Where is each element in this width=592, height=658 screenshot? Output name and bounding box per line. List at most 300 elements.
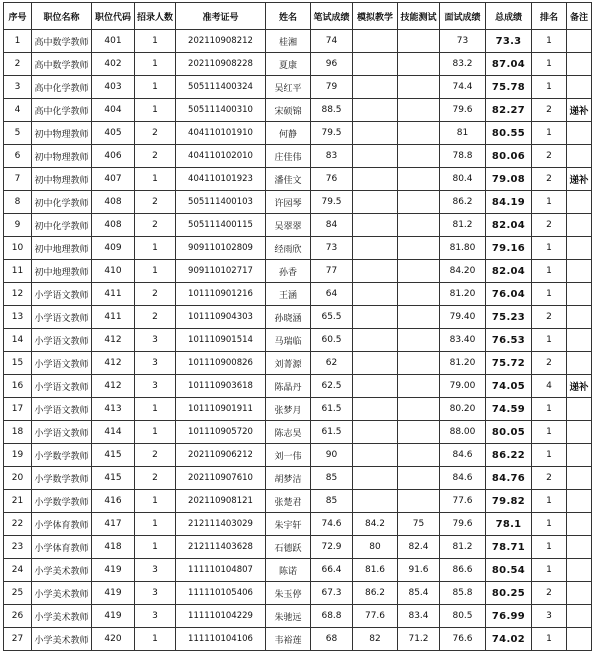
col-mock-teaching-cell (353, 237, 398, 260)
col-rank-cell: 1 (532, 536, 567, 559)
col-name-cell: 庄佳伟 (266, 145, 311, 168)
col-mock-teaching-cell (353, 122, 398, 145)
col-exam-number-cell: 909110102809 (176, 237, 266, 260)
col-written-score-cell: 62 (311, 352, 353, 375)
table-row (4, 214, 592, 237)
col-position-name-cell: 初中地理教师 (32, 260, 92, 283)
col-quota-cell: 3 (135, 352, 176, 375)
col-total-score-cell: 80.55 (486, 122, 532, 145)
table-row (4, 145, 592, 168)
col-exam-number-cell: 111110104807 (176, 559, 266, 582)
col-exam-number-cell: 101110901911 (176, 398, 266, 421)
col-index-cell: 22 (4, 513, 32, 536)
table-row (4, 99, 592, 122)
col-position-name-cell: 小学美术教师 (32, 628, 92, 651)
col-written-score-cell: 73 (311, 237, 353, 260)
col-skill-test-cell (398, 467, 440, 490)
col-position-name-cell: 小学语文教师 (32, 352, 92, 375)
col-position-name-cell: 小学语文教师 (32, 329, 92, 352)
col-position-code-cell: 405 (92, 122, 135, 145)
col-mock-teaching-cell: 82 (353, 628, 398, 651)
col-rank-cell: 1 (532, 628, 567, 651)
col-position-code-cell: 412 (92, 352, 135, 375)
col-exam-number-cell: 202110907610 (176, 467, 266, 490)
table-row (4, 398, 592, 421)
results-table (3, 2, 592, 651)
col-exam-number-cell: 101110901514 (176, 329, 266, 352)
col-remark-cell (567, 76, 592, 99)
col-rank-cell: 1 (532, 329, 567, 352)
col-total-score-cell: 84.19 (486, 191, 532, 214)
table-row (4, 122, 592, 145)
col-exam-number-cell: 202110908228 (176, 53, 266, 76)
col-remark-cell (567, 559, 592, 582)
col-exam-number-cell: 101110904303 (176, 306, 266, 329)
col-mock-teaching-cell (353, 329, 398, 352)
col-skill-test-cell: 75 (398, 513, 440, 536)
col-name-cell: 韦裕莲 (266, 628, 311, 651)
col-total-score-cell: 74.02 (486, 628, 532, 651)
col-written-score-cell: 61.5 (311, 421, 353, 444)
table-row (4, 76, 592, 99)
col-mock-teaching-cell (353, 421, 398, 444)
col-position-name-cell: 小学体育教师 (32, 513, 92, 536)
header-col-remark: 备注 (567, 3, 592, 30)
col-index-cell: 2 (4, 53, 32, 76)
col-index-cell: 15 (4, 352, 32, 375)
col-rank-cell: 1 (532, 421, 567, 444)
col-remark-cell (567, 582, 592, 605)
col-rank-cell: 1 (532, 283, 567, 306)
col-interview-score-cell: 79.00 (440, 375, 486, 398)
col-rank-cell: 2 (532, 214, 567, 237)
col-mock-teaching-cell: 86.2 (353, 582, 398, 605)
col-mock-teaching-cell (353, 352, 398, 375)
col-skill-test-cell (398, 306, 440, 329)
table-row (4, 306, 592, 329)
col-position-name-cell: 小学数学教师 (32, 444, 92, 467)
col-rank-cell: 2 (532, 168, 567, 191)
col-index-cell: 10 (4, 237, 32, 260)
col-quota-cell: 1 (135, 490, 176, 513)
col-interview-score-cell: 81 (440, 122, 486, 145)
col-remark-cell (567, 329, 592, 352)
col-total-score-cell: 75.72 (486, 352, 532, 375)
col-quota-cell: 2 (135, 444, 176, 467)
table-row (4, 237, 592, 260)
col-rank-cell: 1 (532, 237, 567, 260)
col-exam-number-cell: 404110102010 (176, 145, 266, 168)
col-index-cell: 27 (4, 628, 32, 651)
col-interview-score-cell: 77.6 (440, 490, 486, 513)
col-written-score-cell: 79.5 (311, 122, 353, 145)
col-mock-teaching-cell (353, 168, 398, 191)
col-position-code-cell: 404 (92, 99, 135, 122)
col-index-cell: 16 (4, 375, 32, 398)
col-position-code-cell: 412 (92, 329, 135, 352)
header-row (4, 3, 592, 30)
col-position-name-cell: 小学数学教师 (32, 490, 92, 513)
col-remark-cell (567, 283, 592, 306)
col-index-cell: 7 (4, 168, 32, 191)
col-position-code-cell: 417 (92, 513, 135, 536)
col-remark-cell (567, 191, 592, 214)
col-position-name-cell: 小学数学教师 (32, 467, 92, 490)
table-row (4, 329, 592, 352)
col-skill-test-cell (398, 53, 440, 76)
col-remark-cell (567, 237, 592, 260)
col-position-name-cell: 初中地理教师 (32, 237, 92, 260)
col-rank-cell: 1 (532, 559, 567, 582)
col-skill-test-cell (398, 490, 440, 513)
col-skill-test-cell (398, 168, 440, 191)
col-written-score-cell: 83 (311, 145, 353, 168)
col-written-score-cell: 67.3 (311, 582, 353, 605)
col-total-score-cell: 80.54 (486, 559, 532, 582)
col-written-score-cell: 72.9 (311, 536, 353, 559)
col-name-cell: 宋硕锦 (266, 99, 311, 122)
col-mock-teaching-cell (353, 76, 398, 99)
col-position-code-cell: 418 (92, 536, 135, 559)
col-written-score-cell: 79 (311, 76, 353, 99)
col-position-code-cell: 406 (92, 145, 135, 168)
col-skill-test-cell (398, 398, 440, 421)
col-exam-number-cell: 212111403628 (176, 536, 266, 559)
col-mock-teaching-cell (353, 145, 398, 168)
col-name-cell: 经雨欣 (266, 237, 311, 260)
col-total-score-cell: 76.04 (486, 283, 532, 306)
col-position-name-cell: 初中化学教师 (32, 214, 92, 237)
col-interview-score-cell: 74.4 (440, 76, 486, 99)
col-remark-cell (567, 30, 592, 53)
col-total-score-cell: 74.05 (486, 375, 532, 398)
col-mock-teaching-cell (353, 260, 398, 283)
col-exam-number-cell: 505111400310 (176, 99, 266, 122)
col-index-cell: 20 (4, 467, 32, 490)
col-quota-cell: 2 (135, 122, 176, 145)
col-name-cell: 刘一伟 (266, 444, 311, 467)
col-exam-number-cell: 404110101923 (176, 168, 266, 191)
col-quota-cell: 1 (135, 168, 176, 191)
col-written-score-cell: 88.5 (311, 99, 353, 122)
col-position-code-cell: 415 (92, 467, 135, 490)
col-rank-cell: 2 (532, 582, 567, 605)
col-total-score-cell: 78.71 (486, 536, 532, 559)
col-interview-score-cell: 81.20 (440, 352, 486, 375)
col-quota-cell: 1 (135, 628, 176, 651)
col-position-name-cell: 高中数学教师 (32, 53, 92, 76)
col-quota-cell: 3 (135, 375, 176, 398)
col-index-cell: 8 (4, 191, 32, 214)
col-position-name-cell: 小学语文教师 (32, 283, 92, 306)
col-remark-cell (567, 467, 592, 490)
col-quota-cell: 2 (135, 306, 176, 329)
col-quota-cell: 2 (135, 191, 176, 214)
col-remark-cell (567, 490, 592, 513)
col-skill-test-cell (398, 260, 440, 283)
col-written-score-cell: 60.5 (311, 329, 353, 352)
col-position-name-cell: 小学语文教师 (32, 421, 92, 444)
col-interview-score-cell: 79.6 (440, 99, 486, 122)
col-remark-cell (567, 513, 592, 536)
col-position-code-cell: 410 (92, 260, 135, 283)
header-col-index: 序号 (4, 3, 32, 30)
table-row (4, 605, 592, 628)
col-rank-cell: 1 (532, 30, 567, 53)
col-interview-score-cell: 80.5 (440, 605, 486, 628)
col-rank-cell: 2 (532, 99, 567, 122)
col-remark-cell (567, 444, 592, 467)
col-index-cell: 11 (4, 260, 32, 283)
col-index-cell: 4 (4, 99, 32, 122)
col-name-cell: 马瑞临 (266, 329, 311, 352)
col-interview-score-cell: 81.80 (440, 237, 486, 260)
col-position-code-cell: 415 (92, 444, 135, 467)
col-name-cell: 陈志昊 (266, 421, 311, 444)
col-interview-score-cell: 84.20 (440, 260, 486, 283)
col-quota-cell: 3 (135, 329, 176, 352)
col-total-score-cell: 76.99 (486, 605, 532, 628)
col-name-cell: 吴翠翠 (266, 214, 311, 237)
col-quota-cell: 2 (135, 283, 176, 306)
col-position-code-cell: 419 (92, 582, 135, 605)
header-col-written-score: 笔试成绩 (311, 3, 353, 30)
col-total-score-cell: 80.25 (486, 582, 532, 605)
header-col-skill-test: 技能测试 (398, 3, 440, 30)
col-mock-teaching-cell (353, 306, 398, 329)
col-name-cell: 胡梦洁 (266, 467, 311, 490)
col-position-name-cell: 小学体育教师 (32, 536, 92, 559)
col-index-cell: 25 (4, 582, 32, 605)
col-mock-teaching-cell (353, 30, 398, 53)
col-name-cell: 刘菁源 (266, 352, 311, 375)
col-position-code-cell: 412 (92, 375, 135, 398)
col-skill-test-cell (398, 76, 440, 99)
col-name-cell: 张楚君 (266, 490, 311, 513)
col-mock-teaching-cell: 81.6 (353, 559, 398, 582)
col-name-cell: 陈诺 (266, 559, 311, 582)
col-quota-cell: 1 (135, 99, 176, 122)
table-row (4, 375, 592, 398)
header-col-total-score: 总成绩 (486, 3, 532, 30)
col-interview-score-cell: 79.40 (440, 306, 486, 329)
col-skill-test-cell (398, 444, 440, 467)
col-quota-cell: 2 (135, 467, 176, 490)
col-mock-teaching-cell: 84.2 (353, 513, 398, 536)
table-row (4, 628, 592, 651)
col-exam-number-cell: 505111400103 (176, 191, 266, 214)
col-remark-cell: 递补 (567, 168, 592, 191)
col-exam-number-cell: 111110105406 (176, 582, 266, 605)
col-remark-cell (567, 53, 592, 76)
col-position-code-cell: 414 (92, 421, 135, 444)
col-exam-number-cell: 404110101910 (176, 122, 266, 145)
col-written-score-cell: 90 (311, 444, 353, 467)
col-total-score-cell: 78.1 (486, 513, 532, 536)
table-row (4, 53, 592, 76)
col-skill-test-cell (398, 191, 440, 214)
col-written-score-cell: 77 (311, 260, 353, 283)
col-mock-teaching-cell (353, 214, 398, 237)
col-rank-cell: 1 (532, 513, 567, 536)
table-row (4, 536, 592, 559)
col-position-name-cell: 小学美术教师 (32, 559, 92, 582)
col-mock-teaching-cell: 80 (353, 536, 398, 559)
col-exam-number-cell: 111110104106 (176, 628, 266, 651)
table-row (4, 559, 592, 582)
col-skill-test-cell (398, 421, 440, 444)
table-row (4, 444, 592, 467)
col-index-cell: 6 (4, 145, 32, 168)
col-remark-cell (567, 421, 592, 444)
col-rank-cell: 2 (532, 306, 567, 329)
col-position-name-cell: 高中化学教师 (32, 99, 92, 122)
col-skill-test-cell: 85.4 (398, 582, 440, 605)
col-exam-number-cell: 202110908121 (176, 490, 266, 513)
table-row (4, 421, 592, 444)
col-position-code-cell: 401 (92, 30, 135, 53)
col-interview-score-cell: 85.8 (440, 582, 486, 605)
col-skill-test-cell (398, 237, 440, 260)
col-position-code-cell: 420 (92, 628, 135, 651)
col-name-cell: 桂湘 (266, 30, 311, 53)
col-rank-cell: 2 (532, 352, 567, 375)
col-quota-cell: 2 (135, 145, 176, 168)
col-total-score-cell: 79.08 (486, 168, 532, 191)
col-quota-cell: 1 (135, 260, 176, 283)
col-remark-cell (567, 122, 592, 145)
col-exam-number-cell: 101110901216 (176, 283, 266, 306)
col-exam-number-cell: 505111400324 (176, 76, 266, 99)
header-col-exam-number: 准考证号 (176, 3, 266, 30)
col-quota-cell: 1 (135, 398, 176, 421)
col-interview-score-cell: 83.40 (440, 329, 486, 352)
col-mock-teaching-cell (353, 283, 398, 306)
col-name-cell: 夏康 (266, 53, 311, 76)
col-position-name-cell: 高中化学教师 (32, 76, 92, 99)
col-index-cell: 1 (4, 30, 32, 53)
col-name-cell: 王涵 (266, 283, 311, 306)
col-rank-cell: 1 (532, 490, 567, 513)
col-name-cell: 朱宇轩 (266, 513, 311, 536)
col-quota-cell: 1 (135, 237, 176, 260)
col-name-cell: 张梦月 (266, 398, 311, 421)
col-index-cell: 3 (4, 76, 32, 99)
table-header (4, 3, 592, 30)
col-remark-cell (567, 145, 592, 168)
header-col-interview-score: 面试成绩 (440, 3, 486, 30)
col-total-score-cell: 82.27 (486, 99, 532, 122)
col-mock-teaching-cell (353, 490, 398, 513)
col-interview-score-cell: 80.4 (440, 168, 486, 191)
col-position-name-cell: 小学美术教师 (32, 582, 92, 605)
col-written-score-cell: 84 (311, 214, 353, 237)
header-col-quota: 招录人数 (135, 3, 176, 30)
col-total-score-cell: 80.06 (486, 145, 532, 168)
col-total-score-cell: 76.53 (486, 329, 532, 352)
table-body (4, 30, 592, 651)
col-rank-cell: 1 (532, 260, 567, 283)
col-index-cell: 19 (4, 444, 32, 467)
col-total-score-cell: 84.76 (486, 467, 532, 490)
col-skill-test-cell (398, 283, 440, 306)
col-position-name-cell: 小学语文教师 (32, 398, 92, 421)
table-row (4, 283, 592, 306)
col-skill-test-cell: 83.4 (398, 605, 440, 628)
table-row (4, 467, 592, 490)
header-col-position-code: 职位代码 (92, 3, 135, 30)
col-position-name-cell: 小学语文教师 (32, 306, 92, 329)
col-total-score-cell: 75.23 (486, 306, 532, 329)
col-exam-number-cell: 101110903618 (176, 375, 266, 398)
col-position-code-cell: 419 (92, 559, 135, 582)
col-name-cell: 朱玉停 (266, 582, 311, 605)
col-exam-number-cell: 202110908212 (176, 30, 266, 53)
col-quota-cell: 3 (135, 582, 176, 605)
col-exam-number-cell: 212111403029 (176, 513, 266, 536)
col-quota-cell: 1 (135, 30, 176, 53)
col-interview-score-cell: 80.20 (440, 398, 486, 421)
col-interview-score-cell: 73 (440, 30, 486, 53)
col-written-score-cell: 66.4 (311, 559, 353, 582)
col-skill-test-cell (398, 214, 440, 237)
col-total-score-cell: 79.82 (486, 490, 532, 513)
table-row (4, 582, 592, 605)
col-quota-cell: 3 (135, 559, 176, 582)
col-written-score-cell: 74.6 (311, 513, 353, 536)
col-quota-cell: 1 (135, 421, 176, 444)
col-name-cell: 孙晓涵 (266, 306, 311, 329)
col-written-score-cell: 62.5 (311, 375, 353, 398)
col-written-score-cell: 61.5 (311, 398, 353, 421)
col-position-code-cell: 402 (92, 53, 135, 76)
col-position-name-cell: 初中物理教师 (32, 145, 92, 168)
col-quota-cell: 1 (135, 513, 176, 536)
col-remark-cell (567, 214, 592, 237)
col-remark-cell (567, 536, 592, 559)
col-remark-cell (567, 605, 592, 628)
col-rank-cell: 1 (532, 444, 567, 467)
col-interview-score-cell: 84.6 (440, 444, 486, 467)
col-remark-cell (567, 352, 592, 375)
col-total-score-cell: 80.05 (486, 421, 532, 444)
col-interview-score-cell: 81.20 (440, 283, 486, 306)
table-row (4, 260, 592, 283)
table-row (4, 30, 592, 53)
col-skill-test-cell (398, 352, 440, 375)
col-exam-number-cell: 202110906212 (176, 444, 266, 467)
col-total-score-cell: 87.04 (486, 53, 532, 76)
col-position-code-cell: 413 (92, 398, 135, 421)
col-rank-cell: 2 (532, 145, 567, 168)
col-index-cell: 26 (4, 605, 32, 628)
table-row (4, 191, 592, 214)
col-exam-number-cell: 909110102717 (176, 260, 266, 283)
col-position-name-cell: 小学美术教师 (32, 605, 92, 628)
col-skill-test-cell (398, 30, 440, 53)
col-written-score-cell: 68 (311, 628, 353, 651)
table-row (4, 513, 592, 536)
col-rank-cell: 3 (532, 605, 567, 628)
col-mock-teaching-cell (353, 99, 398, 122)
col-quota-cell: 1 (135, 536, 176, 559)
col-skill-test-cell (398, 329, 440, 352)
col-position-name-cell: 初中化学教师 (32, 191, 92, 214)
table-row (4, 352, 592, 375)
col-position-name-cell: 初中物理教师 (32, 122, 92, 145)
col-remark-cell (567, 628, 592, 651)
col-rank-cell: 1 (532, 122, 567, 145)
